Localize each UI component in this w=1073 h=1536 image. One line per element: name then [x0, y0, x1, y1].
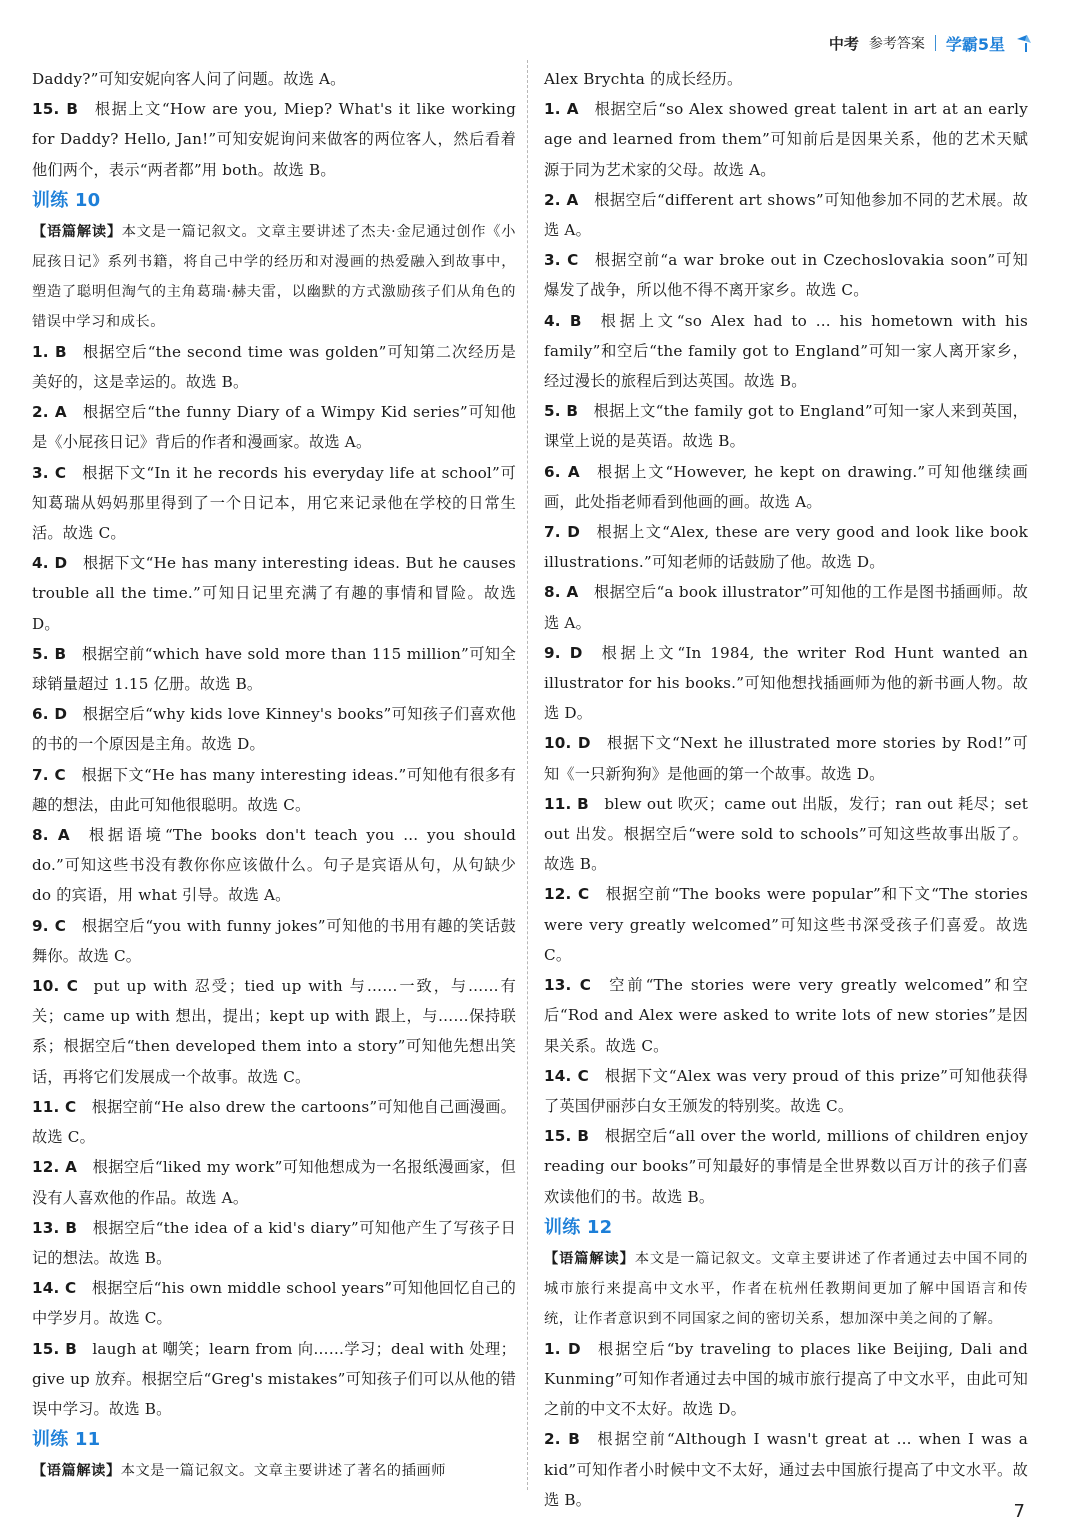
answer-number: 12. C: [544, 885, 590, 904]
answer-number: 3. C: [544, 251, 579, 270]
answer-number: 8. A: [544, 583, 579, 602]
answer-number: 10. C: [32, 977, 79, 996]
answer-explanation: 根据空后“different art shows”可知他参加不同的艺术展。故选 A。: [544, 190, 1028, 240]
column-divider: [527, 60, 528, 1490]
answer-explanation: laugh at 嘲笑；learn from 向……学习；deal with 处理；give up 放弃。根据空后“Greg's mistakes”可知孩子们可以从他的错误中学习。故选 B。: [32, 1339, 516, 1418]
answer-explanation: 根据上文“Alex, these are very good and look like book illustrations.”可知老师的话鼓励了他。故选 D。: [544, 523, 1029, 572]
answer-item: [32, 911, 516, 971]
answer-item: [32, 64, 516, 94]
star-logo-icon: [1015, 33, 1033, 53]
answer-item: [544, 1121, 1028, 1212]
page-number: 7: [1013, 1501, 1025, 1522]
answer-number: 6. D: [32, 705, 68, 724]
answer-item: [32, 94, 516, 185]
answer-explanation: 根据空后“the funny Diary of a Wimpy Kid series”可知他是《小屁孩日记》背后的作者和漫画家。故选 A。: [32, 403, 517, 452]
answer-number: 14. C: [32, 1279, 77, 1298]
answer-item: [32, 337, 516, 397]
answer-number: 7. C: [32, 765, 66, 784]
summary-tag: 【语篇解读】: [32, 1463, 121, 1480]
answer-explanation: 根据上文“How are you, Miep? What's it like working for Daddy? Hello, Jan!”可知安妮询问来做客的两位客人，然后看着他们两个，表示“两者都”用 both。故选 B。: [32, 100, 516, 179]
summary-tag: 【语篇解读】: [32, 223, 122, 240]
answer-number: 2. B: [544, 1430, 580, 1449]
passage-summary: [32, 1456, 516, 1486]
answer-item: [32, 397, 516, 457]
answer-number: 5. B: [544, 402, 579, 421]
answer-item: [32, 639, 516, 699]
answer-number: 2. A: [544, 190, 579, 209]
answer-explanation: 根据空后“all over the world, millions of children enjoy reading our books”可知最好的事情是全世界数以百万计的孩子们喜欢读他们的书。故选 B。: [544, 1127, 1028, 1206]
answer-item: [32, 1273, 516, 1333]
answer-number: 14. C: [544, 1066, 589, 1085]
answer-item: [544, 517, 1028, 577]
summary-tag: 【语篇解读】: [544, 1250, 635, 1267]
answer-number: 15. B: [544, 1127, 590, 1146]
exam-label: 中考: [828, 34, 859, 53]
answer-explanation: 根据下文“He has many interesting ideas.”可知他有很多有趣的想法，由此可知他很聪明。故选 C。: [32, 765, 516, 814]
answer-number: 4. B: [544, 311, 582, 330]
answer-number: 13. B: [32, 1218, 78, 1237]
answer-explanation: Daddy?”可知安妮向客人问了问题。故选 A。: [32, 70, 346, 88]
answer-item: [544, 306, 1028, 397]
answer-explanation: 根据空前“which have sold more than 115 million”可知全球销量超过 1.15 亿册。故选 B。: [32, 644, 516, 694]
answer-item: [544, 1334, 1028, 1425]
answer-explanation: 根据空后“by traveling to places like Beijing, Dali and Kunming”可知作者通过去中国的城市旅行提高了中文水平，由此可知之前的中文不太好。故选 D。: [544, 1339, 1029, 1419]
answer-explanation: 根据空前“a war broke out in Czechoslovakia soon”可知爆发了战争，所以他不得不离开家乡。故选 C。: [544, 251, 1028, 300]
answer-explanation: 根据空后“his own middle school years”可知他回忆自己的中学岁月。故选 C。: [32, 1279, 516, 1328]
answer-item: [32, 699, 516, 759]
answer-explanation: 根据空后“liked my work”可知他想成为一名报纸漫画家，但没有人喜欢他的作品。故选 A。: [32, 1158, 516, 1207]
answer-explanation: 根据下文“In it he records his everyday life at school”可知葛瑞从妈妈那里得到了一个日记本，用它来记录他在学校的日常生活。故选 C。: [32, 463, 516, 543]
answer-number: 1. D: [544, 1339, 581, 1358]
answer-number: 12. A: [32, 1158, 78, 1177]
section-title: 训练 11: [32, 1429, 101, 1451]
answer-item: [544, 789, 1028, 880]
section-title: 训练 12: [544, 1216, 613, 1238]
answer-explanation: 根据上文“However, he kept on drawing.”可知他继续画画，此处指老师看到他画的画。故选 A。: [544, 462, 1029, 511]
answer-item: [32, 458, 516, 549]
brand-name: 学霸5星: [945, 34, 1005, 54]
answer-item: [544, 94, 1028, 185]
answer-item: [32, 820, 516, 911]
answer-number: 9. C: [32, 916, 67, 935]
answer-item: [544, 396, 1028, 456]
answer-number: 9. D: [544, 643, 583, 662]
answer-item: [544, 638, 1028, 729]
answer-explanation: 根据上文“the family got to England”可知一家人来到英国，课堂上说的是英语。故选 B。: [544, 402, 1028, 451]
answer-explanation: 根据空前“The books were popular”和下文“The stories were very greatly welcomed”可知这些书深受孩子们喜爱。故选 C。: [544, 885, 1028, 964]
section-title: 训练 10: [32, 189, 101, 211]
answer-explanation: 根据语境“The books don't teach you ... you should do.”可知这些书没有教你你应该做什么。句子是宾语从句，从句缺少 do 的宾语，用 what 引导。故选 A。: [32, 826, 516, 905]
answer-explanation: 根据下文“Alex was very proud of this prize”可知他获得了英国伊丽莎白女王颁发的特别奖。故选 C。: [544, 1066, 1028, 1115]
right-column: [544, 64, 1028, 1515]
answer-number: 15. B: [32, 100, 79, 119]
answer-item: [32, 971, 516, 1092]
answer-item: [32, 548, 516, 639]
answer-number: 8. A: [32, 826, 70, 845]
answer-explanation: 根据空前“Although I wasn't great at ... when I was a kid”可知作者小时候中文不太好，通过去中国旅行提高了中文水平。故选 B。: [544, 1430, 1028, 1509]
answer-number: 2. A: [32, 403, 67, 422]
answer-number: 5. B: [32, 644, 67, 663]
answer-item: [544, 185, 1028, 245]
answer-explanation: 根据下文“Next he illustrated more stories by Rod!”可知《一只新狗狗》是他画的第一个故事。故选 D。: [544, 734, 1028, 783]
answer-explanation: 根据空后“why kids love Kinney's books”可知孩子们喜欢他的书的一个原因是主角。故选 D。: [32, 705, 516, 754]
answer-number: 6. A: [544, 462, 580, 481]
answer-item: [544, 245, 1028, 305]
answer-explanation: put up with 忍受；tied up with 与……一致，与……有关；came up with 想出，提出；kept up with 跟上，与……保持联系；根据空后“then developed them into a story”可知他先想出笑话，再将它们发展成一个故事。故选 C。: [32, 977, 516, 1086]
answer-label: 参考答案: [868, 36, 925, 52]
answer-item: [32, 1334, 516, 1425]
answer-item: [544, 970, 1028, 1061]
answer-item: [32, 1152, 516, 1212]
answer-number: 11. B: [544, 794, 589, 813]
header-divider: [935, 35, 936, 51]
answer-item: [544, 577, 1028, 637]
answer-explanation: 根据空前“He also drew the cartoons”可知他自己画漫画。故选 C。: [32, 1097, 516, 1147]
answer-explanation: 根据上文“In 1984, the writer Rod Hunt wanted an illustrator for his books.”可知他想找插画师为他的新书画人物。故选 D。: [544, 643, 1028, 723]
answer-item: [32, 1092, 516, 1152]
answer-number: 3. C: [32, 463, 67, 482]
answer-item: [32, 760, 516, 820]
answer-explanation: 根据空后“so Alex showed great talent in art at an early age and learned from them”可知前后是因果关系，他的艺术天赋源于同为艺术家的父母。故选 A。: [544, 100, 1028, 179]
answer-explanation: 根据空后“you with funny jokes”可知他的书用有趣的笑话鼓舞你。故选 C。: [32, 916, 516, 965]
left-column: [32, 64, 516, 1486]
page-header: [829, 30, 1033, 56]
answer-explanation: 根据空后“the second time was golden”可知第二次经历是美好的，这是幸运的。故选 B。: [32, 342, 516, 392]
answer-item: [32, 1213, 516, 1273]
answer-item: [544, 879, 1028, 970]
answer-number: 11. C: [32, 1097, 77, 1116]
answer-number: 4. D: [32, 554, 68, 573]
passage-summary: [544, 1244, 1028, 1334]
answer-number: 1. A: [544, 100, 579, 119]
answer-explanation: blew out 吹灭；came out 出版，发行；ran out 耗尽；set out 出发。根据空后“were sold to schools”可知这些故事出版了。故选 B。: [544, 794, 1028, 874]
answer-explanation: 根据上文“so Alex had to ... his hometown with his family”和空后“the family got to England”可知一家人离开家乡，经过漫长的旅程后到达英国。故选 B。: [544, 311, 1028, 391]
answer-item: [544, 457, 1028, 517]
summary-text: 本文是一篇记叙文。文章主要讲述了著名的插画师: [120, 1463, 447, 1480]
answer-explanation: 空前“The stories were very greatly welcomed”和空后“Rod and Alex were asked to write lots of new stories”是因果关系。故选 C。: [544, 976, 1028, 1055]
answer-item: [544, 728, 1028, 788]
answer-item: [544, 1061, 1028, 1121]
answer-number: 13. C: [544, 976, 592, 995]
answer-number: 10. D: [544, 734, 591, 753]
passage-summary: [32, 217, 516, 337]
answer-item: [544, 1424, 1028, 1515]
answer-explanation: Alex Brychta 的成长经历。: [544, 70, 743, 88]
summary-text: 本文是一篇记叙文。文章主要讲述了杰夫·金尼通过创作《小屁孩日记》系列书籍，将自己中学的经历和对漫画的热爱融入到故事中，塑造了聪明但淘气的主角葛瑞·赫夫雷，以幽默的方式激励孩子们从角色的错误中学习和成长。: [32, 223, 516, 330]
answer-number: 7. D: [544, 523, 581, 542]
answer-explanation: 根据下文“He has many interesting ideas. But he causes trouble all the time.”可知日记里充满了有趣的事情和冒险。故选 D。: [32, 554, 517, 633]
summary-text: 本文是一篇记叙文。文章主要讲述了作者通过去中国不同的城市旅行来提高中文水平，作者在杭州任教期间更加了解中国语言和传统，让作者意识到不同国家之间的密切关系，想加深中美之间的了解。: [544, 1250, 1028, 1327]
answer-number: 1. B: [32, 342, 67, 361]
answer-item: [544, 64, 1028, 94]
answer-explanation: 根据空后“a book illustrator”可知他的工作是图书插画师。故选 A。: [544, 583, 1028, 632]
answer-explanation: 根据空后“the idea of a kid's diary”可知他产生了写孩子日记的想法。故选 B。: [32, 1218, 516, 1267]
answer-number: 15. B: [32, 1339, 77, 1358]
